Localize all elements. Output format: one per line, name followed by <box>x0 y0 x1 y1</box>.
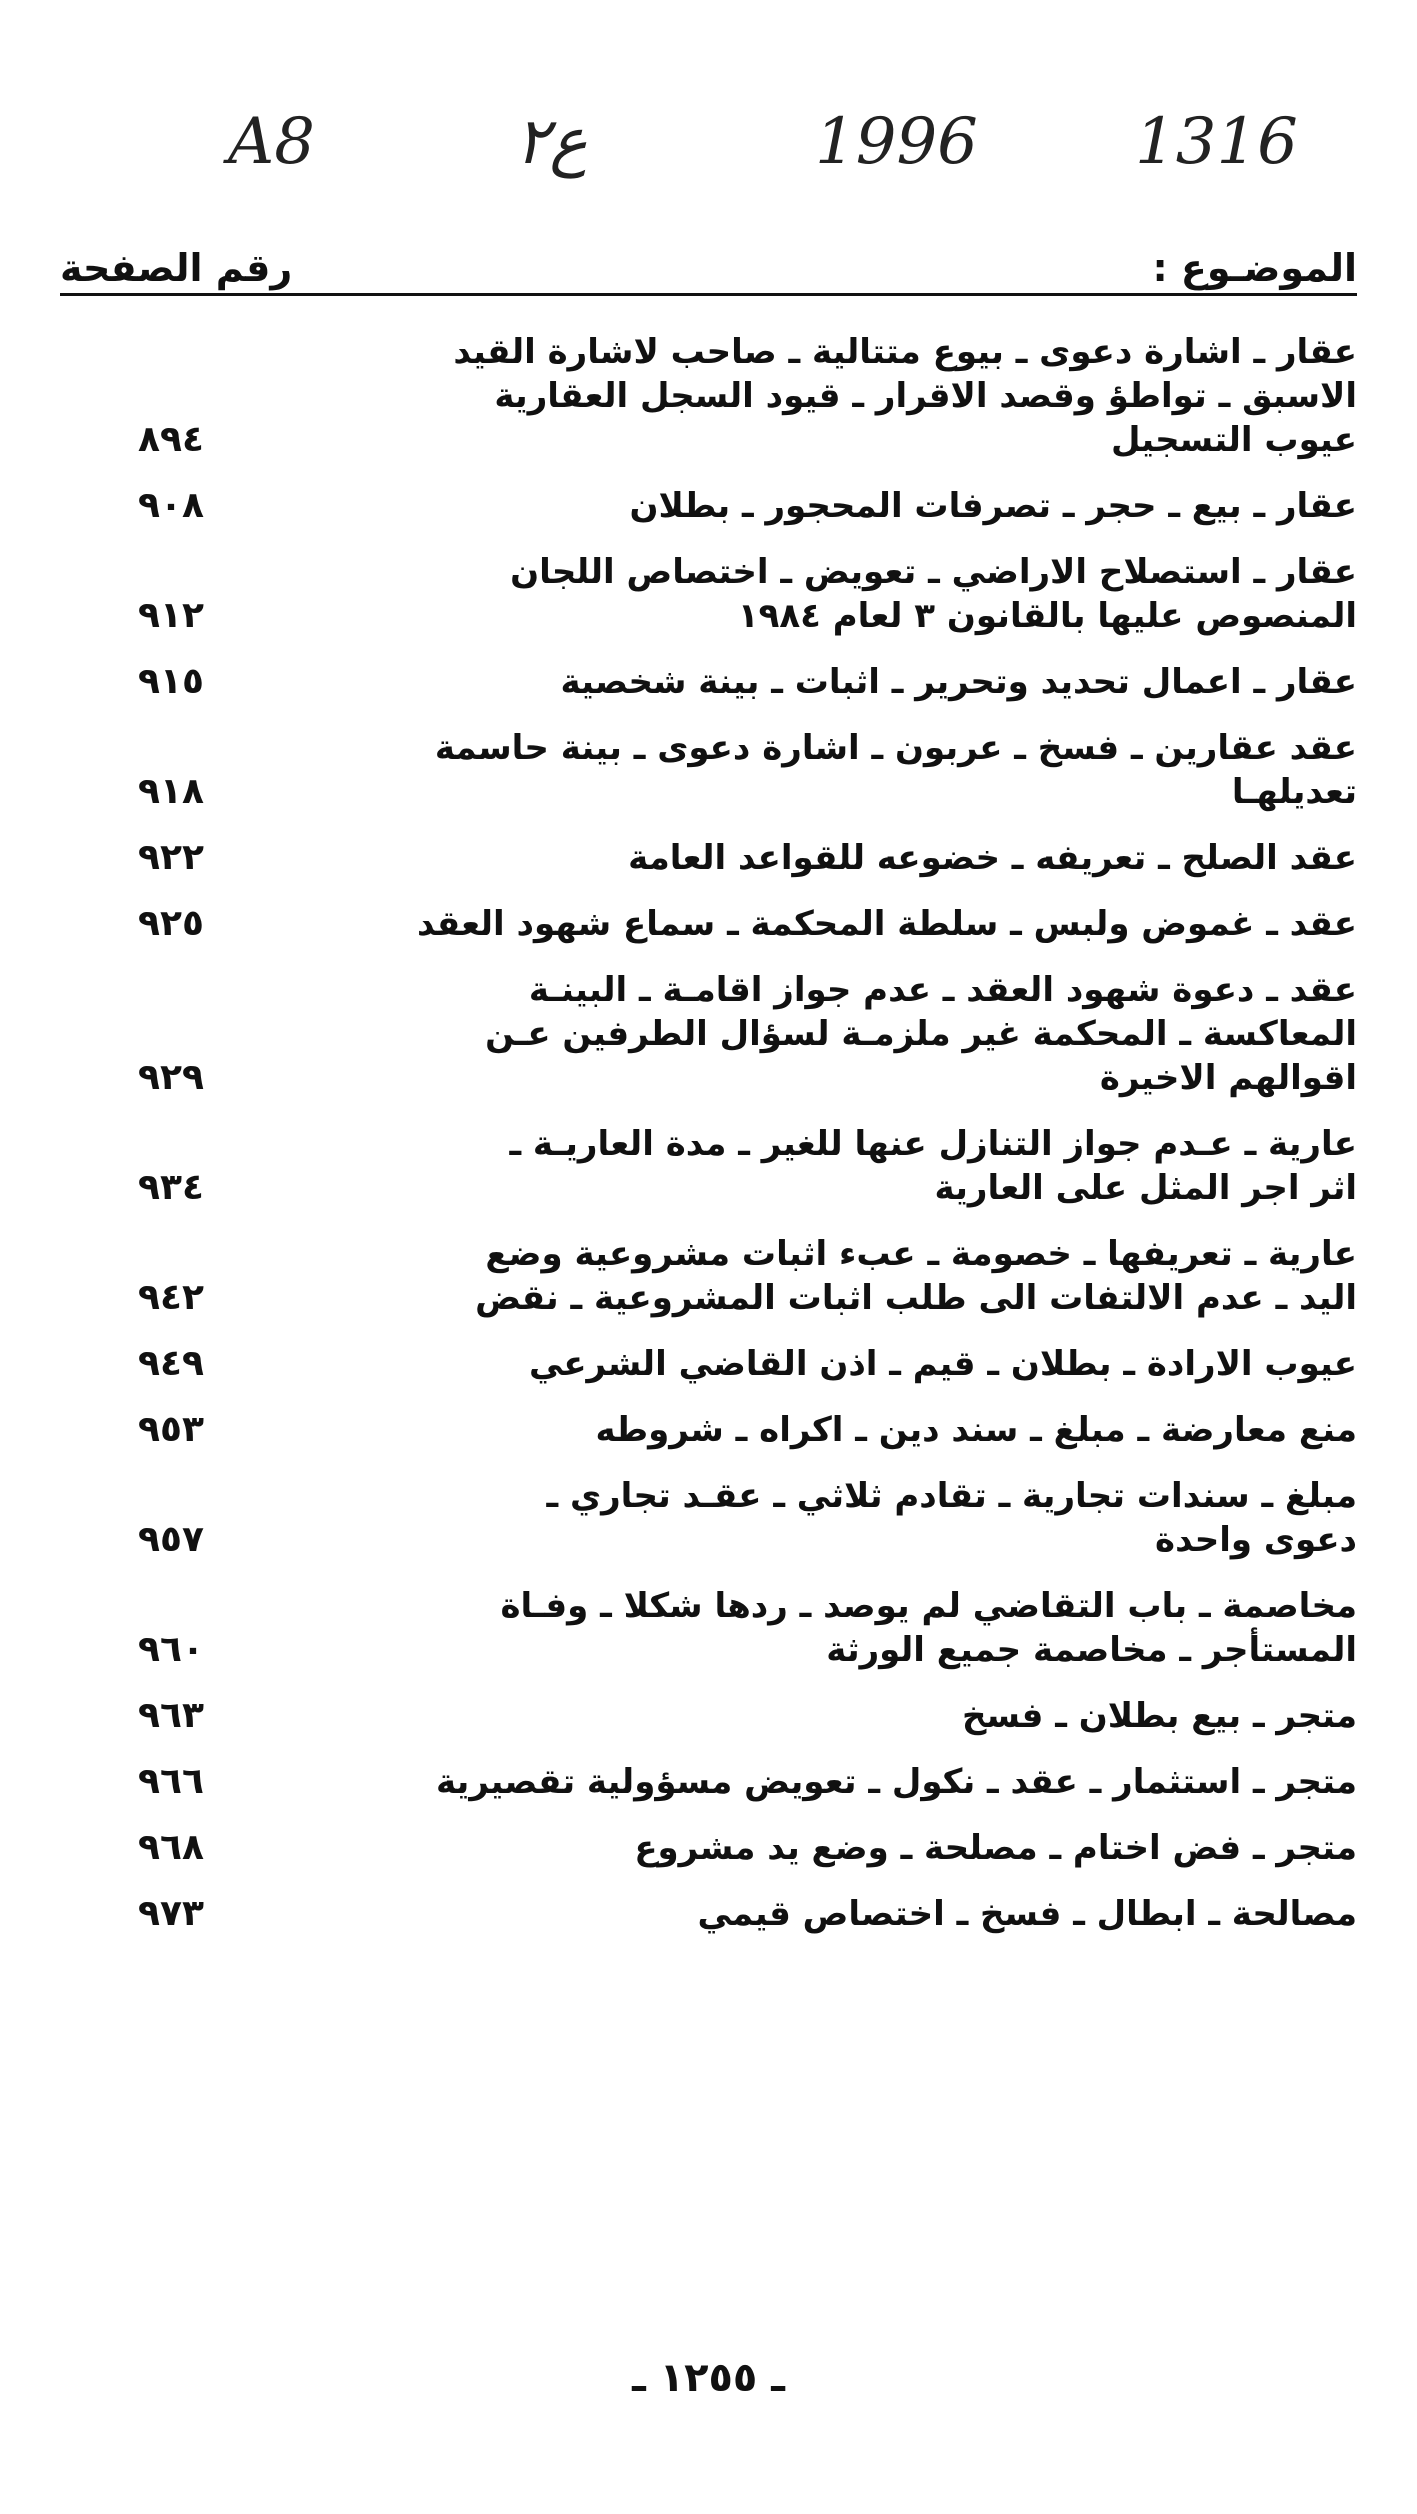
index-entry <box>0 726 1417 814</box>
entry-subject: عقار ـ بيع ـ حجر ـ تصرفات المحجور ـ بطلان <box>629 486 1357 526</box>
entry-page-number: ٩٢٥ <box>138 903 204 944</box>
entry-subject: عارية ـ تعريفها ـ خصومة ـ عبء اثبات مشروعية وضع اليد ـ عدم الالتفات الى طلب اثبات المشروعية ـ نقض <box>475 1234 1357 1318</box>
entry-subject: عقار ـ اعمال تحديد وتحرير ـ اثبات ـ بينة شخصية <box>560 662 1357 702</box>
entry-page-number: ٩٠٨ <box>138 485 204 526</box>
entry-page-number: ٩٦٦ <box>138 1761 204 1802</box>
entry-page-number: ٩١٨ <box>138 771 204 812</box>
entry-subject: عقار ـ استصلاح الاراضي ـ تعويض ـ اختصاص اللجان المنصوص عليها بالقانون ٣ لعام ١٩٨٤ <box>510 552 1357 636</box>
page-column-label: رقم الصفحة <box>60 246 293 290</box>
entry-page-number: ٩٦٣ <box>138 1695 204 1736</box>
header-divider <box>60 293 1357 296</box>
index-entry <box>0 1760 1417 1804</box>
entry-subject: مصالحة ـ ابطال ـ فسخ ـ اختصاص قيمي <box>697 1894 1357 1934</box>
index-entry <box>0 968 1417 1100</box>
entry-page-number: ٩٣٤ <box>138 1167 204 1208</box>
index-entry <box>0 1342 1417 1386</box>
index-entry <box>0 1694 1417 1738</box>
index-entry <box>0 1892 1417 1936</box>
entry-subject: عقد عقارين ـ فسخ ـ عربون ـ اشارة دعوى ـ بينة حاسمة تعديلهـا <box>434 728 1357 812</box>
entry-subject: عقد الصلح ـ تعريفه ـ خضوعه للقواعد العامة <box>628 838 1357 878</box>
handwritten-year: 1996 <box>815 105 978 179</box>
entry-page-number: ٨٩٤ <box>138 419 204 460</box>
handwritten-code: A8 <box>228 105 315 179</box>
entry-subject: مبلغ ـ سندات تجارية ـ تقادم ثلاثي ـ عقـد تجاري ـ دعوى واحدة <box>546 1476 1357 1560</box>
entry-subject: عقد ـ دعوة شهود العقد ـ عدم جواز اقامـة ـ البينـة المعاكسة ـ المحكمة غير ملزمـة لسؤال الطرفين عـن اقوالهم الاخيرة <box>485 970 1357 1098</box>
index-entry <box>0 1584 1417 1672</box>
entry-subject: عقار ـ اشارة دعوى ـ بيوع متتالية ـ صاحب لاشارة القيد الاسبق ـ تواطؤ وقصد الاقرار ـ قيود السجل العقارية عيوب التسجيل <box>453 332 1357 460</box>
index-entry <box>0 1408 1417 1452</box>
handwritten-issue: ع٢ <box>515 105 588 179</box>
index-header <box>60 220 1357 290</box>
entry-page-number: ٩١٢ <box>138 595 204 636</box>
entry-subject: منع معارضة ـ مبلغ ـ سند دين ـ اكراه ـ شروطه <box>595 1410 1357 1450</box>
entry-page-number: ٩٥٧ <box>138 1519 204 1560</box>
entry-page-number: ٩١٥ <box>138 661 204 702</box>
index-entry <box>0 550 1417 638</box>
entry-subject: متجر ـ بيع بطلان ـ فسخ <box>962 1696 1357 1736</box>
entry-page-number: ٩٤٢ <box>138 1277 204 1318</box>
index-entry <box>0 330 1417 462</box>
entry-subject: متجر ـ فض اختام ـ مصلحة ـ وضع يد مشروع <box>634 1828 1357 1868</box>
index-entry <box>0 1826 1417 1870</box>
entry-subject: مخاصمة ـ باب التقاضي لم يوصد ـ ردها شكلا ـ وفـاة المستأجر ـ مخاصمة جميع الورثة <box>500 1586 1357 1670</box>
entry-page-number: ٩٦٠ <box>138 1629 204 1670</box>
index-entry <box>0 484 1417 528</box>
index-entry <box>0 836 1417 880</box>
page-number: ـ ١٢٥٥ ـ <box>632 2355 785 2401</box>
entry-page-number: ٩٢٢ <box>138 837 204 878</box>
index-entry <box>0 660 1417 704</box>
entry-page-number: ٩٤٩ <box>138 1343 204 1384</box>
index-entries-list <box>0 330 1417 1958</box>
subject-column-label: الموضـوع : <box>1152 246 1357 290</box>
index-entry <box>0 1474 1417 1562</box>
entry-page-number: ٩٦٨ <box>138 1827 204 1868</box>
handwritten-annotations <box>0 105 1417 195</box>
entry-subject: متجر ـ استثمار ـ عقد ـ نكول ـ تعويض مسؤولية تقصيرية <box>435 1762 1357 1802</box>
entry-page-number: ٩٢٩ <box>138 1057 204 1098</box>
entry-page-number: ٩٧٣ <box>138 1893 204 1934</box>
index-entry <box>0 1122 1417 1210</box>
entry-page-number: ٩٥٣ <box>138 1409 204 1450</box>
entry-subject: عقد ـ غموض ولبس ـ سلطة المحكمة ـ سماع شهود العقد <box>416 904 1357 944</box>
handwritten-number-1316: 1316 <box>1135 105 1298 179</box>
entry-subject: عيوب الارادة ـ بطلان ـ قيم ـ اذن القاضي الشرعي <box>528 1344 1357 1384</box>
entry-subject: عارية ـ عـدم جواز التنازل عنها للغير ـ مدة العاريـة ـ اثر اجر المثل على العارية <box>509 1124 1357 1208</box>
index-entry <box>0 1232 1417 1320</box>
index-entry <box>0 902 1417 946</box>
